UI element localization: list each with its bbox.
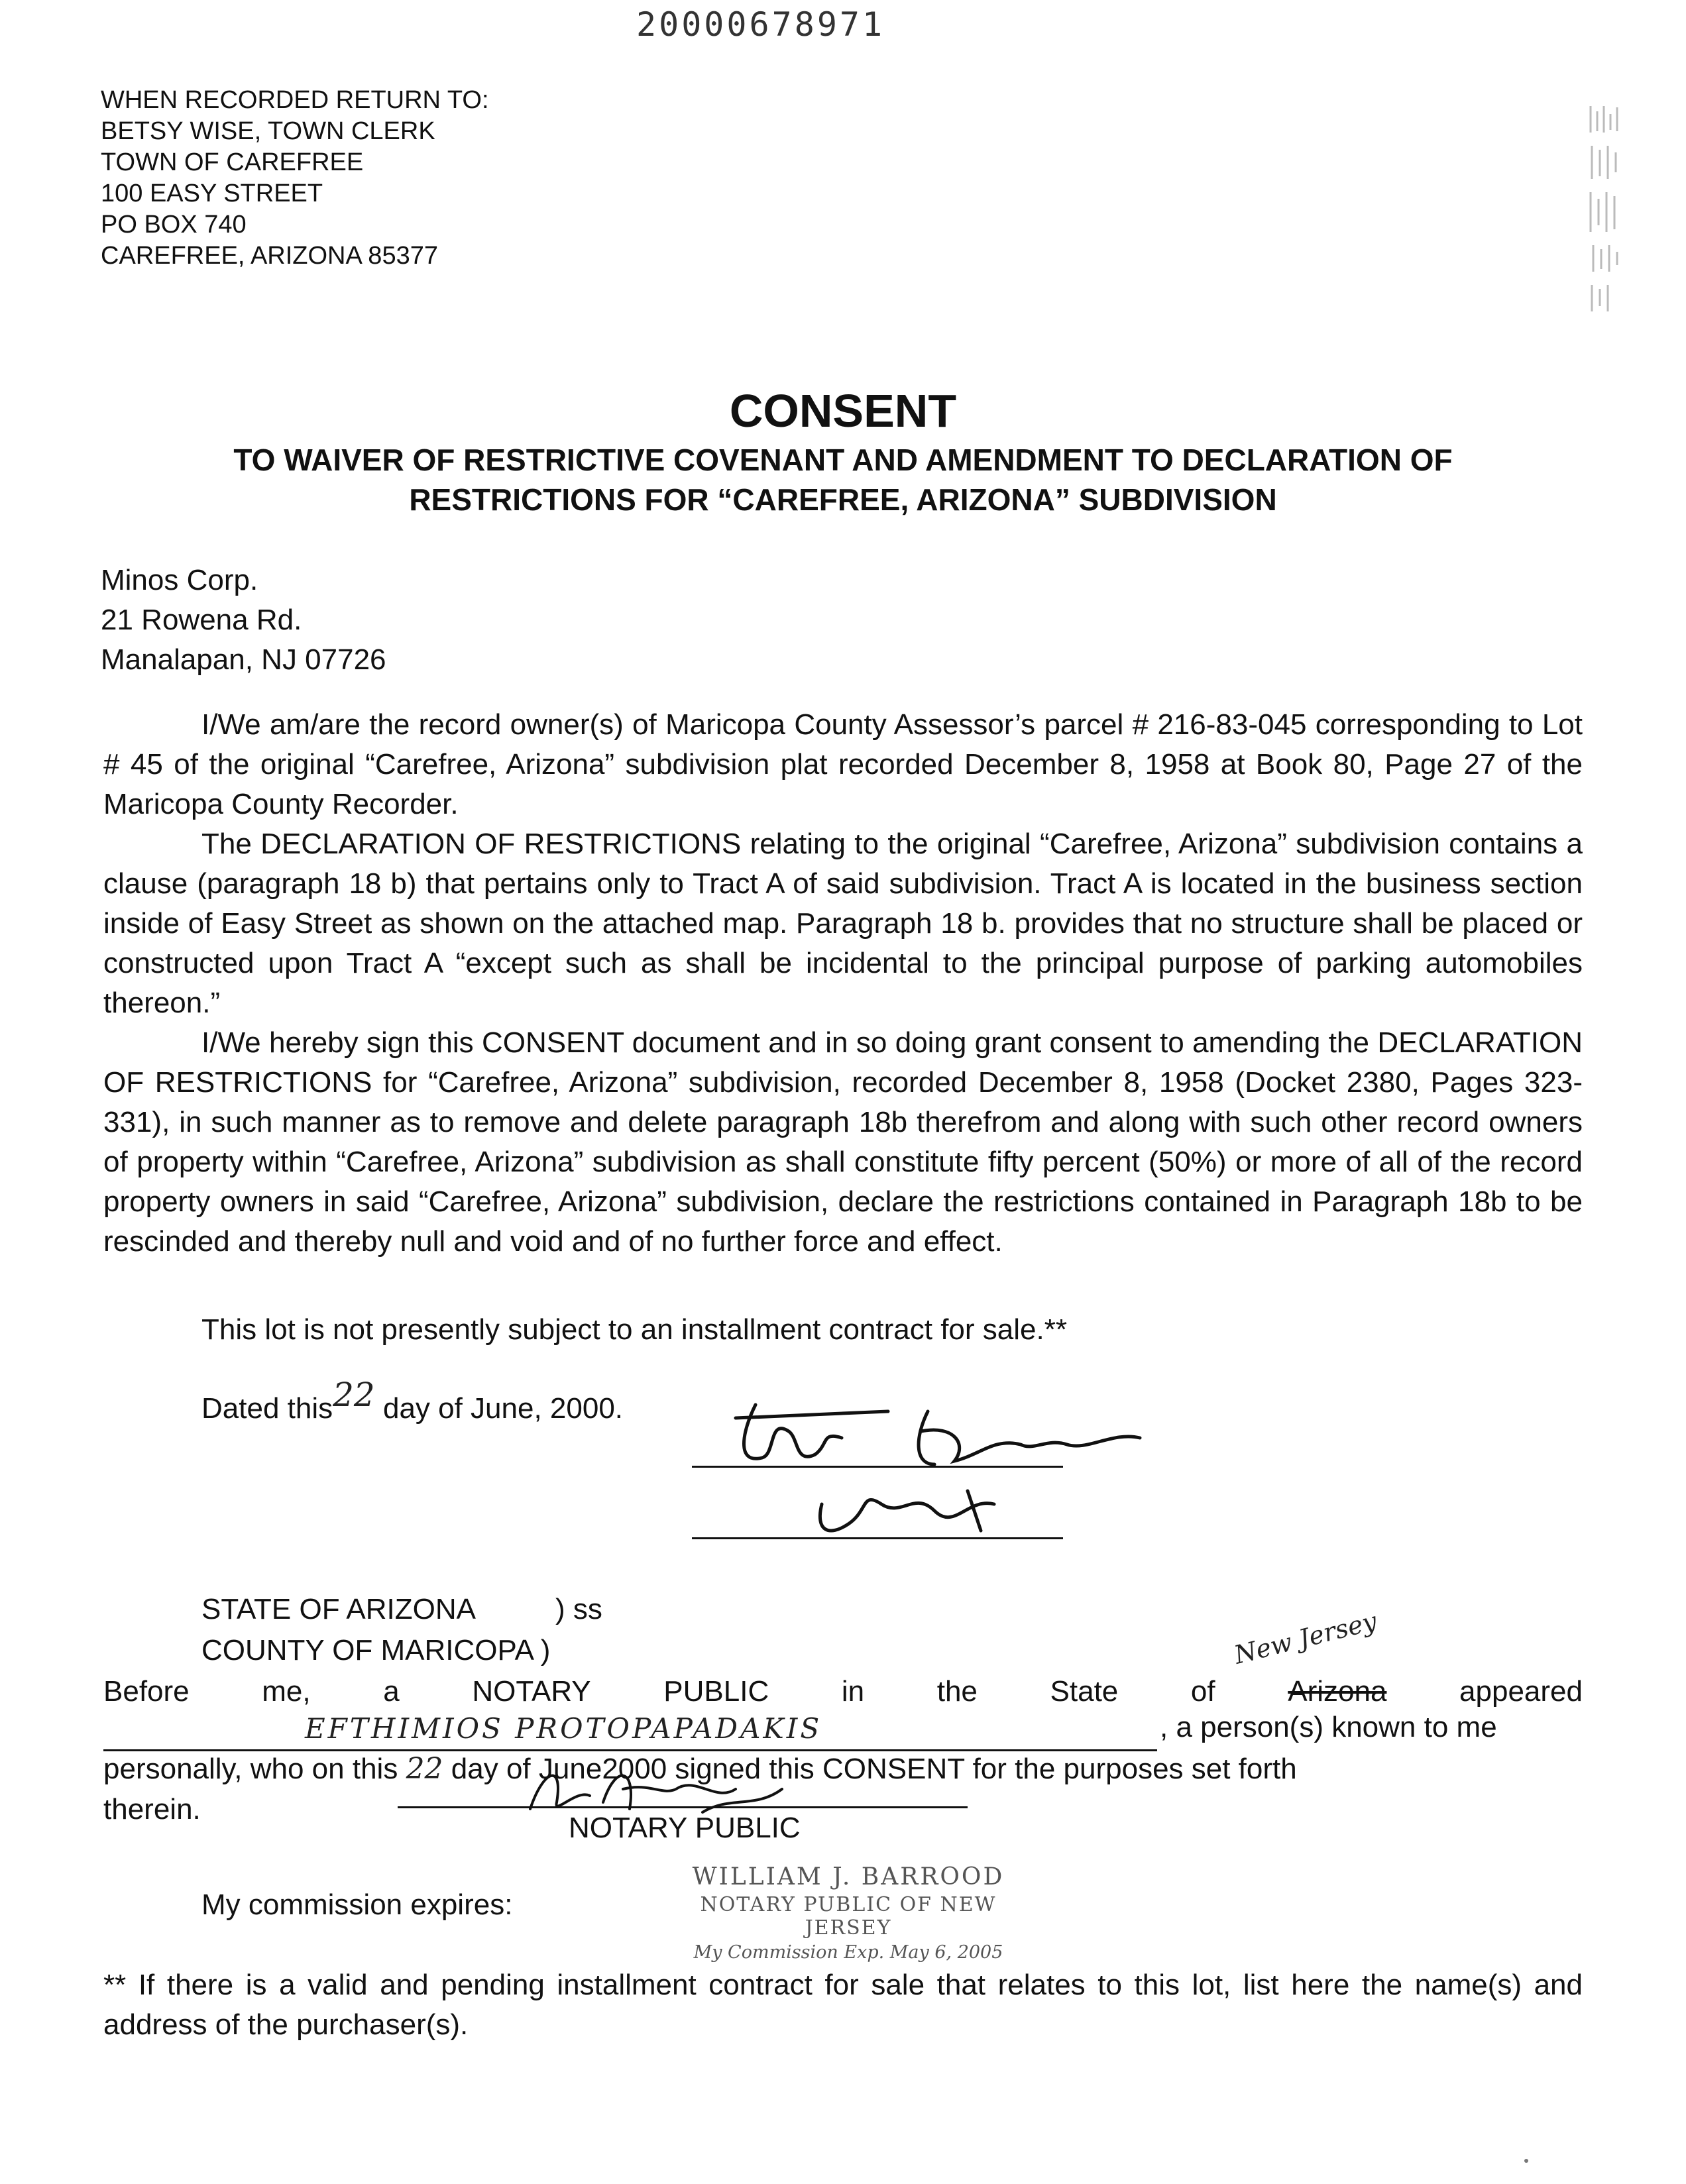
body-paragraph-1: I/We am/are the record owner(s) of Maricopa County Assessor’s parcel # 216-83-045 corresponding to Lot # 45 of the original “Carefree, Arizona” subdivision plat recorded December 8, 1958 at Book 80, Page 27 of the Maricopa County Recorder. [103,708,1583,820]
recording-number: 20000678971 [636,5,885,44]
handwritten-day: 22 [406,1752,443,1786]
seal-name: WILLIAM J. BARROOD [692,1863,1005,1890]
ack-word: NOTARY [472,1675,591,1708]
handwritten-state: New Jersey [1231,1606,1380,1670]
owner-address [101,561,386,680]
signature-name [835,1352,908,1362]
seal-title: NOTARY PUBLIC OF NEW JERSEY [700,1893,997,1939]
return-to-line: 100 EASY STREET [101,180,323,207]
ack-word-appeared: appeared [1459,1675,1583,1708]
seal-expiry: My Commission Exp. May 6, 2005 [693,1942,1003,1963]
dated-day: 22 [333,1376,375,1414]
body-paragraph-2: The DECLARATION OF RESTRICTIONS relating to the original “Carefree, Arizona” subdivision contains a clause (paragraph 18 b) that pertains only to Tract A of said subdivision. Tract A is located in the business section inside of Easy Street as shown on the attached map. Paragraph 18 b. provides that no structure shall be placed or constructed upon Tract A “except such as shall be incidental to the principal purpose of parking automobiles thereon.” [103,828,1583,1019]
dated-line [201,1376,624,1426]
ack-word: Before [103,1675,190,1708]
subtitle-line-2: RESTRICTIONS FOR “CAREFREE, ARIZONA” SUBDIVISION [409,482,1277,517]
notary-public-label: NOTARY PUBLIC [569,1812,801,1844]
ack-word: in [841,1675,865,1708]
footnote: ** If there is a valid and pending installment contract for sale that relates to this lot, list here the name(s) and address of the purchaser(s). [103,1969,1583,2041]
recorder-stamp [1584,99,1624,318]
signature-ink [716,1392,1206,1551]
subtitle-line-1: TO WAIVER OF RESTRICTIVE COVENANT AND AMENDMENT TO DECLARATION OF [233,443,1453,477]
owner-street: 21 Rowena Rd. [101,604,302,636]
struck-state: Arizona [1288,1675,1387,1708]
ack-word: a [383,1675,400,1708]
return-to-line: BETSY WISE, TOWN CLERK [101,117,435,145]
ack-word: of [1190,1675,1215,1708]
installment-statement: This lot is not presently subject to an installment contract for sale.** [201,1313,1067,1346]
ack-word: me, [262,1675,311,1708]
consent-body [103,705,1583,1262]
notary-acknowledgment-line-1 [103,1675,1583,1708]
scan-speck [1524,2159,1528,2163]
dated-prefix: Dated this [201,1392,333,1425]
known-to-me: , a person(s) known to me [1160,1711,1497,1743]
day-of: day of [451,1753,531,1785]
return-to-block [101,85,489,272]
month: June [538,1753,602,1785]
dated-suffix: day of June, 2000. [382,1392,624,1425]
return-to-line: PO BOX 740 [101,211,247,239]
state-name: STATE OF ARIZONA [201,1593,476,1625]
signature-title [835,1484,880,1495]
therein: therein. [103,1793,201,1826]
ss-mark: ) ss [555,1593,602,1625]
ack-word: the [936,1675,978,1708]
body-paragraph-3: I/We hereby sign this CONSENT document and in so doing grant consent to amending the DECLARATION OF RESTRICTIONS for “Carefree, Arizona” subdivision, recorded December 8, 1958 (Docket 2380, Pages 323-331), in such manner as to remove and delete paragraph 18b therefrom and along with such other record owners of property within “Carefree, Arizona” subdivision as shall constitute fifty percent (50%) or more of all of the record property owners in said “Carefree, Arizona” subdivision, declare the restrictions contained in Paragraph 18b to be rescinded and thereby null and void and of no further force and effect. [103,1026,1583,1258]
document-title: CONSENT [729,385,957,437]
document-subtitle [133,440,1553,519]
personally-prefix: personally, who on this [103,1753,398,1785]
year-suffix: 2000 signed this CONSENT for the purposes set forth [602,1753,1297,1785]
state-line [201,1593,602,1626]
notary-seal-stamp [663,1863,1034,1963]
ack-word: PUBLIC [663,1675,769,1708]
owner-name: Minos Corp. [101,564,258,596]
return-to-line: CAREFREE, ARIZONA 85377 [101,242,438,270]
return-to-line: WHEN RECORDED RETURN TO: [101,86,489,114]
return-to-line: TOWN OF CAREFREE [101,148,364,176]
ack-word: State [1050,1675,1119,1708]
handwritten-person: EFTHIMIOS PROTOPAPADAKIS [305,1712,822,1745]
commission-expires-label: My commission expires: [201,1888,513,1921]
owner-city: Manalapan, NJ 07726 [101,643,386,676]
county-line: COUNTY OF MARICOPA ) [201,1634,551,1666]
